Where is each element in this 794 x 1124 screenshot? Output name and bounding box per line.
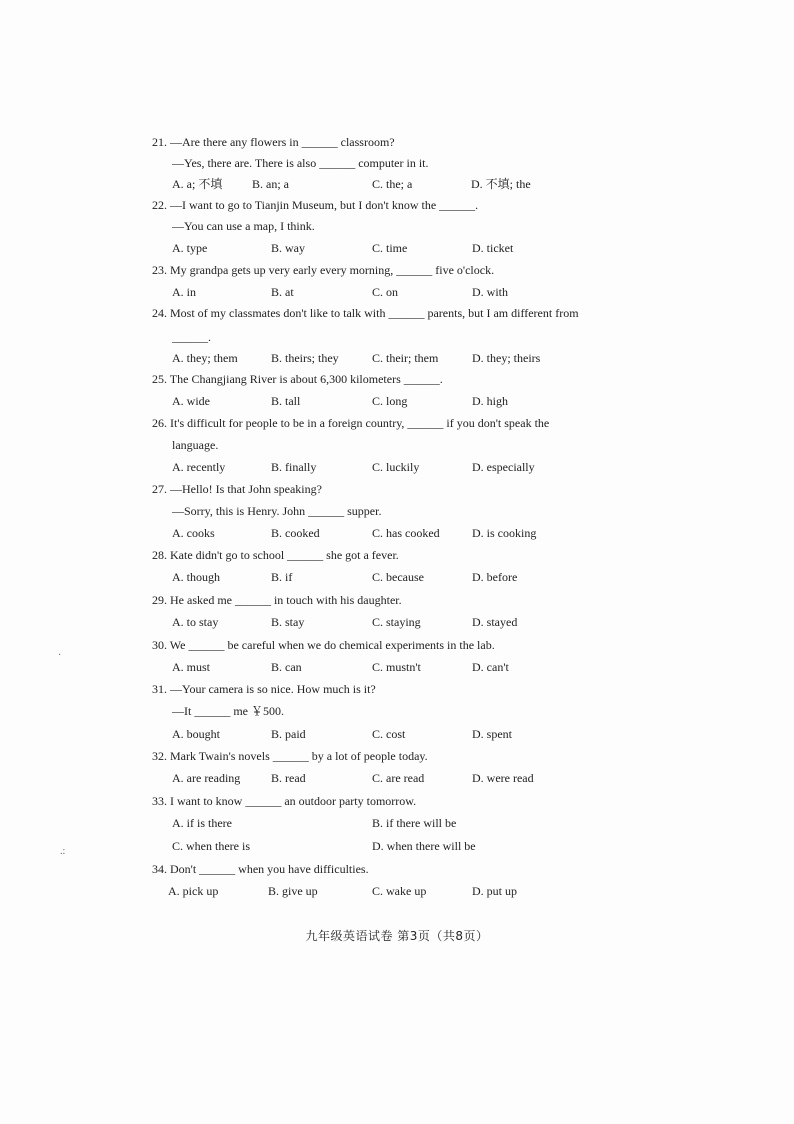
option-d: D. is cooking bbox=[472, 526, 537, 540]
option-a: A. wide bbox=[172, 394, 210, 408]
question-stem: 25. The Changjiang River is about 6,300 kilometers ______. bbox=[152, 372, 443, 386]
scan-speck: · bbox=[58, 650, 62, 661]
option-d: D. 不填; the bbox=[471, 177, 531, 191]
option-a: A. are reading bbox=[172, 771, 241, 785]
question-stem: 32. Mark Twain's novels ______ by a lot of people today. bbox=[152, 749, 428, 763]
option-d: D. they; theirs bbox=[472, 351, 541, 365]
option-c: C. luckily bbox=[372, 460, 420, 474]
option-c: C. on bbox=[372, 285, 399, 299]
option-c: C. wake up bbox=[372, 884, 427, 898]
option-a: A. recently bbox=[172, 460, 226, 474]
question-stem: —It ______ me ￥500. bbox=[172, 704, 284, 718]
option-a: A. cooks bbox=[172, 526, 215, 540]
option-d: D. put up bbox=[472, 884, 517, 898]
question-stem: 28. Kate didn't go to school ______ she got a fever. bbox=[152, 548, 399, 562]
option-a: A. to stay bbox=[172, 615, 219, 629]
option-b: B. cooked bbox=[271, 526, 320, 540]
option-d: D. were read bbox=[472, 771, 534, 785]
option-d: D. when there will be bbox=[372, 839, 476, 853]
option-b: B. give up bbox=[268, 884, 318, 898]
question-stem: —You can use a map, I think. bbox=[172, 219, 315, 233]
option-a: A. though bbox=[172, 570, 220, 584]
option-c: C. cost bbox=[372, 727, 406, 741]
option-c: C. because bbox=[372, 570, 424, 584]
option-a: A. a; 不填 bbox=[172, 177, 223, 191]
option-b: B. read bbox=[271, 771, 306, 785]
option-d: D. before bbox=[472, 570, 518, 584]
question-stem: 21. —Are there any flowers in ______ classroom? bbox=[152, 135, 395, 149]
question-stem: —Yes, there are. There is also ______ computer in it. bbox=[172, 156, 429, 170]
option-c: C. their; them bbox=[372, 351, 439, 365]
question-stem: 23. My grandpa gets up very early every morning, ______ five o'clock. bbox=[152, 263, 495, 277]
option-b: B. stay bbox=[271, 615, 305, 629]
question-stem: 26. It's difficult for people to be in a foreign country, ______ if you don't speak the bbox=[152, 416, 550, 430]
option-b: B. an; a bbox=[252, 177, 289, 191]
option-a: A. pick up bbox=[168, 884, 219, 898]
option-b: B. if there will be bbox=[372, 816, 457, 830]
question-stem: 31. —Your camera is so nice. How much is it? bbox=[152, 682, 376, 696]
question-stem: 22. —I want to go to Tianjin Museum, but I don't know the ______. bbox=[152, 198, 479, 212]
question-stem: 33. I want to know ______ an outdoor party tomorrow. bbox=[152, 794, 417, 808]
question-stem: 29. He asked me ______ in touch with his daughter. bbox=[152, 593, 402, 607]
option-d: D. spent bbox=[472, 727, 512, 741]
option-a: A. they; them bbox=[172, 351, 238, 365]
option-c: C. long bbox=[372, 394, 408, 408]
option-a: A. type bbox=[172, 241, 208, 255]
question-stem: 30. We ______ be careful when we do chemical experiments in the lab. bbox=[152, 638, 495, 652]
scan-speck: .: bbox=[60, 846, 66, 857]
option-a: A. bought bbox=[172, 727, 220, 741]
option-c: C. mustn't bbox=[372, 660, 421, 674]
option-a: A. must bbox=[172, 660, 211, 674]
option-b: B. if bbox=[271, 570, 293, 584]
option-c: C. the; a bbox=[372, 177, 413, 191]
option-d: D. can't bbox=[472, 660, 509, 674]
option-c: C. has cooked bbox=[372, 526, 440, 540]
option-b: B. way bbox=[271, 241, 305, 255]
option-b: B. can bbox=[271, 660, 302, 674]
option-c: C. are read bbox=[372, 771, 425, 785]
question-stem: —Sorry, this is Henry. John ______ supper. bbox=[172, 504, 382, 518]
question-stem: 34. Don't ______ when you have difficulties. bbox=[152, 862, 369, 876]
question-stem: 27. —Hello! Is that John speaking? bbox=[152, 482, 322, 496]
option-c: C. when there is bbox=[172, 839, 250, 853]
option-d: D. especially bbox=[472, 460, 535, 474]
option-d: D. with bbox=[472, 285, 508, 299]
option-b: B. paid bbox=[271, 727, 306, 741]
option-b: B. finally bbox=[271, 460, 317, 474]
option-a: A. if is there bbox=[172, 816, 232, 830]
option-b: B. at bbox=[271, 285, 294, 299]
option-c: C. staying bbox=[372, 615, 421, 629]
question-stem: language. bbox=[172, 438, 219, 452]
option-b: B. tall bbox=[271, 394, 301, 408]
question-stem: ______. bbox=[172, 330, 211, 344]
option-a: A. in bbox=[172, 285, 196, 299]
option-d: D. ticket bbox=[472, 241, 514, 255]
option-c: C. time bbox=[372, 241, 408, 255]
option-d: D. high bbox=[472, 394, 508, 408]
option-b: B. theirs; they bbox=[271, 351, 339, 365]
question-stem: 24. Most of my classmates don't like to talk with ______ parents, but I am different from bbox=[152, 306, 579, 320]
page-footer: 九年级英语试卷 第3页（共8页） bbox=[305, 929, 489, 943]
option-d: D. stayed bbox=[472, 615, 518, 629]
